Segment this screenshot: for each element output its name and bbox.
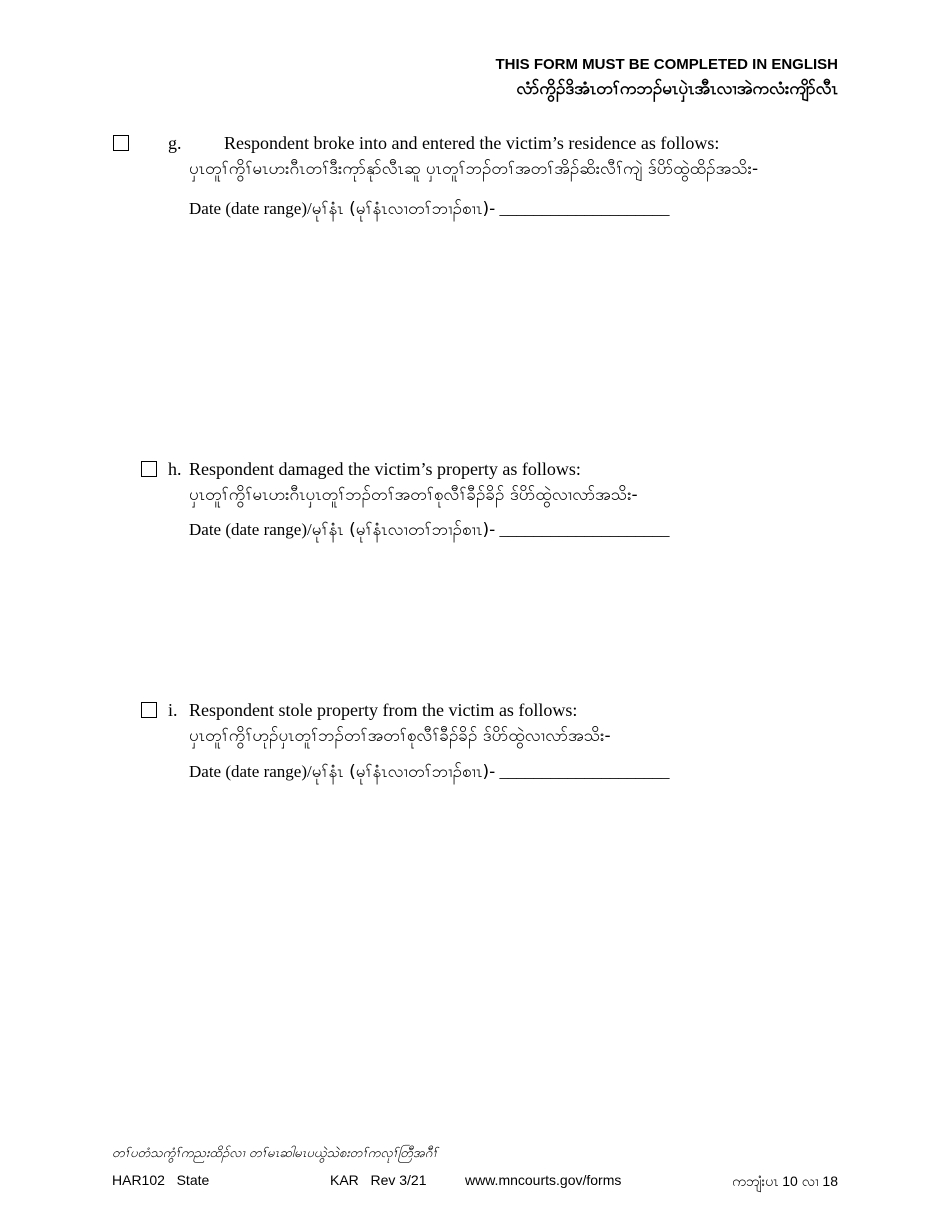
- form-revision: Rev 3/21: [370, 1172, 427, 1188]
- item-i-date-line: [189, 761, 669, 786]
- item-h-date-field[interactable]: ____________________: [499, 520, 670, 539]
- item-g-date-label: Date (date range)/: [189, 199, 312, 218]
- footer-url[interactable]: www.mncourts.gov/forms: [465, 1172, 622, 1188]
- item-h-karen-text: ပှၤတူၢ်ကွိၢ်မၤဟးဂီၤပှၤတူၢ်ဘၣ်တၢ်အတၢ်စုလီၢ်ခီၣ်ခိၣ် ဒ်ပိာ်ထွဲလၢလာ်အသိး-: [189, 485, 638, 505]
- item-g-english-text: Respondent broke into and entered the victim’s residence as follows:: [224, 133, 720, 153]
- item-h-date-line: [189, 519, 669, 544]
- footer-note: တၢ်ပတံသကွံၢ်ကညးထိၣ်လၢ တၢ်မၤဆါမၤပယွဲသဲစးတၢ်ကလုၢ်တြီအဂီၢ်: [112, 1146, 438, 1161]
- form-language-notice-karen: လံာ်ကွိၣ်ဒိအံၤတၢ်ကဘၣ်မၤပှဲၤအီၤလၢအဲကလံးကျိာ်လီၤ: [516, 79, 838, 99]
- item-i-date-label: Date (date range)/: [189, 762, 312, 781]
- item-h-checkbox[interactable]: [141, 461, 157, 477]
- footer-page-number: ကဘျံးပၤ 10 လၢ 18: [732, 1173, 838, 1189]
- form-language-code: KAR: [330, 1172, 359, 1188]
- item-g-checkbox[interactable]: [113, 135, 129, 151]
- footer-form-code: [112, 1172, 209, 1188]
- item-i-date-label-karen: မုၢ်နံၤ (မုၢ်နံၤလၢတၢ်ဘၢၣ်စၢၤ)-: [311, 762, 496, 782]
- item-i-english-text: Respondent stole property from the victim as follows:: [189, 700, 578, 720]
- form-language-notice: THIS FORM MUST BE COMPLETED IN ENGLISH: [495, 56, 838, 73]
- form-scope: State: [176, 1172, 210, 1188]
- item-i-checkbox[interactable]: [141, 702, 157, 718]
- item-i-letter: i.: [168, 700, 178, 720]
- item-h-english-text: Respondent damaged the victim’s property as follows:: [189, 459, 581, 479]
- item-g-date-label-karen: မုၢ်နံၤ (မုၢ်နံၤလၢတၢ်ဘၢၣ်စၢၤ)-: [311, 199, 496, 219]
- item-i-karen-text: ပှၤတူၢ်ကွိၢ်ဟုၣ်ပှၤတူၢ်ဘၣ်တၢ်အတၢ်စုလီၢ်ခီၣ်ခိၣ် ဒ်ပိာ်ထွဲလၢလာ်အသိး-: [189, 726, 611, 746]
- item-g-karen-text: ပှၤတူၢ်ကွိၢ်မၤဟးဂီၤတၢ်ဒီးကုာ်နုာ်လီၤဆူ ပှၤတူၢ်ဘၣ်တၢ်အတၢ်အိၣ်ဆိးလီၢ်ကျဲ ဒ်ပိာ်ထွဲထိၣ်အသိး-: [189, 159, 759, 179]
- footer-revision: [330, 1172, 427, 1188]
- item-g-letter: g.: [168, 133, 182, 153]
- form-code: HAR102: [112, 1172, 165, 1188]
- item-h-date-label: Date (date range)/: [189, 520, 312, 539]
- item-h-letter: h.: [168, 459, 182, 479]
- item-g-date-field[interactable]: ____________________: [499, 199, 670, 218]
- item-h-date-label-karen: မုၢ်နံၤ (မုၢ်နံၤလၢတၢ်ဘၢၣ်စၢၤ)-: [311, 520, 496, 540]
- item-i-date-field[interactable]: ____________________: [499, 762, 670, 781]
- item-g-date-line: [189, 198, 669, 223]
